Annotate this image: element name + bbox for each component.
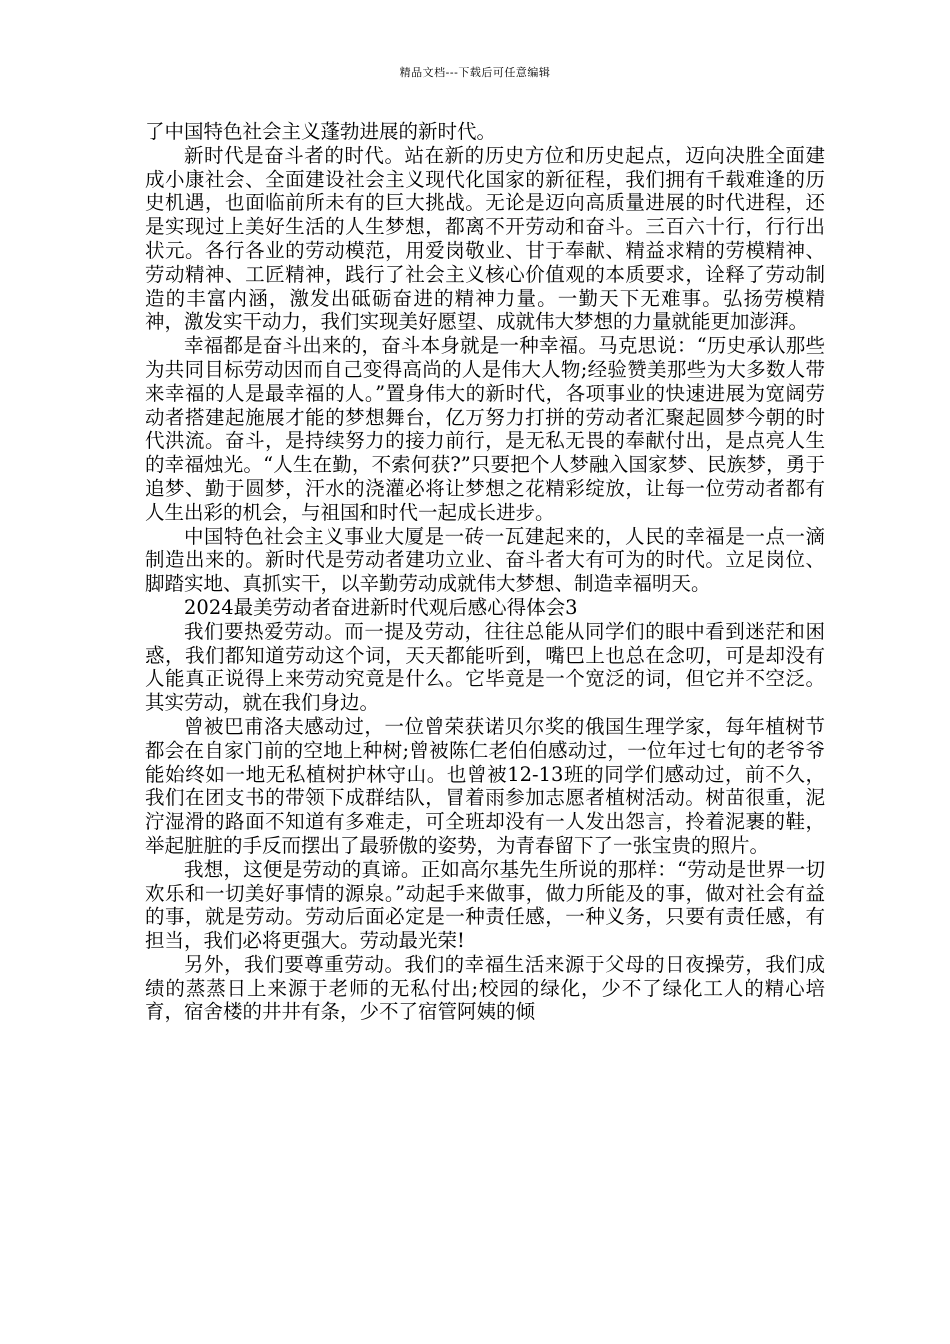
paragraph: 中国特色社会主义事业大厦是一砖一瓦建起来的，人民的幸福是一点一滴制造出来的。新时代是劳动者建功立业、奋斗者大有可为的时代。立足岗位、脚踏实地、真抓实干，以辛勤劳动成就伟大梦想、制造幸福明天。 [145, 524, 825, 596]
section-heading: 2024最美劳动者奋进新时代观后感心得体会3 [184, 595, 578, 619]
paragraph: 我们要热爱劳动。而一提及劳动，往往总能从同学们的眼中看到迷茫和困惑，我们都知道劳动这个词，天天都能听到，嘴巴上也总在念叨，可是却没有人能真正说得上来劳动究竟是什么。它毕竟是一个宽泛的词，但它并不空泛。其实劳动，就在我们身边。 [145, 619, 825, 715]
page-header: 精品文档---下载后可任意编辑 [399, 66, 551, 79]
paragraph: 另外，我们要尊重劳动。我们的幸福生活来源于父母的日夜操劳，我们成绩的蒸蒸日上来源于老师的无私付出;校园的绿化，少不了绿化工人的精心培育，宿舍楼的井井有条，少不了宿管阿姨的倾 [145, 952, 825, 1024]
paragraph: 新时代是奋斗者的时代。站在新的历史方位和历史起点，迈向决胜全面建成小康社会、全面建设社会主义现代化国家的新征程，我们拥有千载难逢的历史机遇，也面临前所未有的巨大挑战。无论是迈向高质量进展的时代进程，还是实现过上美好生活的人生梦想，都离不开劳动和奋斗。三百六十行，行行出状元。各行各业的劳动模范，用爱岗敬业、甘于奉献、精益求精的劳模精神、劳动精神、工匠精神，践行了社会主义核心价值观的本质要求，诠释了劳动制造的丰富内涵，激发出砥砺奋进的精神力量。一勤天下无难事。弘扬劳模精神，激发实干动力，我们实现美好愿望、成就伟大梦想的力量就能更加澎湃。 [145, 143, 825, 334]
paragraph: 曾被巴甫洛夫感动过，一位曾荣获诺贝尔奖的俄国生理学家，每年植树节都会在自家门前的空地上种树;曾被陈仁老伯伯感动过，一位年过七旬的老爷爷能始终如一地无私植树护林守山。也曾被12-13班的同学们感动过，前不久，我们在团支书的带领下成群结队，冒着雨参加志愿者植树活动。树苗很重，泥泞湿滑的路面不知道有多难走，可全班却没有一人发出怨言，拎着泥裹的鞋，举起脏脏的手反而摆出了最骄傲的姿势，为青春留下了一张宝贵的照片。 [145, 714, 825, 857]
paragraph: 我想，这便是劳动的真谛。正如高尔基先生所说的那样：“劳动是世界一切欢乐和一切美好事情的源泉。”动起手来做事，做力所能及的事，做对社会有益的事，就是劳动。劳动后面必定是一种责任感，一种义务，只要有责任感，有担当，我们必将更强大。劳动最光荣! [145, 857, 825, 953]
paragraph: 了中国特色社会主义蓬勃进展的新时代。 [145, 120, 497, 143]
paragraph: 幸福都是奋斗出来的，奋斗本身就是一种幸福。马克思说：“历史承认那些为共同目标劳动因而自己变得高尚的人是伟大人物;经验赞美那些为大多数人带来幸福的人是最幸福的人。”置身伟大的新时代，各项事业的快速进展为宽阔劳动者搭建起施展才能的梦想舞台，亿万努力打拼的劳动者汇聚起圆梦今朝的时代洪流。奋斗，是持续努力的接力前行，是无私无畏的奉献付出，是点亮人生的幸福烛光。“人生在勤，不索何获?”只要把个人梦融入国家梦、民族梦，勇于追梦、勤于圆梦，汗水的浇灌必将让梦想之花精彩绽放，让每一位劳动者都有人生出彩的机会，与祖国和时代一起成长进步。 [145, 334, 825, 524]
document-body [145, 120, 825, 1024]
